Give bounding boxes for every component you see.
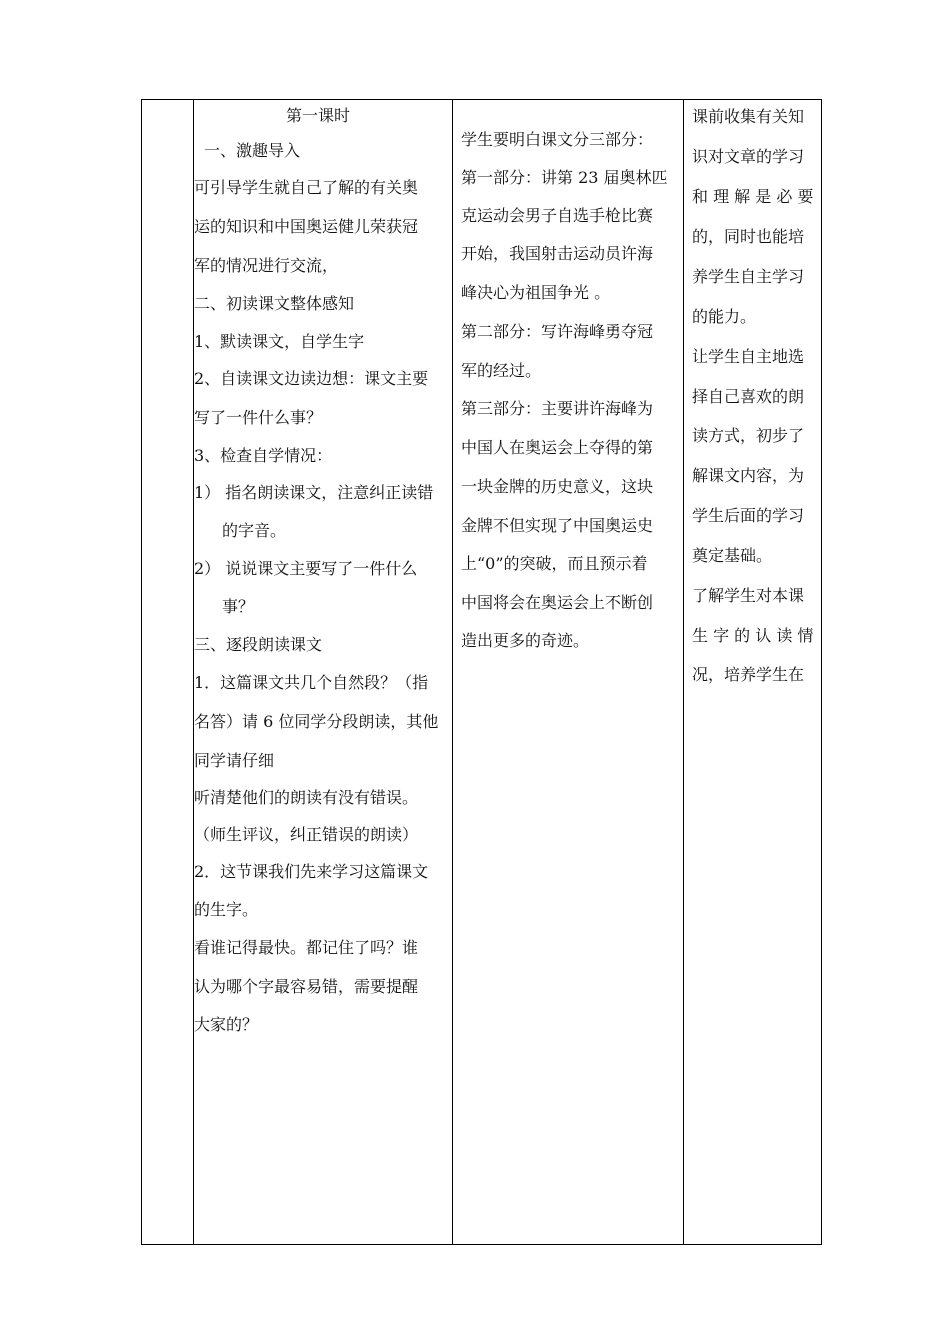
text-line: 让学生自主地选 [692, 347, 805, 366]
text-line: 2．这节课我们先来学习这篇课文 [194, 862, 429, 881]
text-line: 第三部分：主要讲许海峰为 [461, 399, 654, 418]
text-line: 况，培养学生在 [692, 665, 805, 684]
section-heading: 一、激趣导入 [204, 141, 301, 160]
text-line: 的字音。 [222, 521, 287, 540]
text-line: 课前收集有关知 [692, 107, 805, 126]
text-line: 和 理 解 是 必 要 [692, 187, 814, 206]
text-line: 同学请仔细 [194, 751, 275, 770]
design-intent-cell [692, 100, 820, 1240]
text-line: 上“0”的突破，而且预示着 [461, 554, 648, 573]
text-line: 大家的？ [194, 1015, 259, 1034]
text-line: 2） 说说课文主要写了一件什么 [194, 559, 418, 578]
column-divider-3 [683, 99, 684, 1245]
text-line: 的，同时也能培 [692, 227, 805, 246]
text-line: 解课文内容，为 [692, 466, 805, 485]
text-line: 峰决心为祖国争光 。 [461, 283, 611, 302]
text-line: 的能力。 [692, 307, 757, 326]
text-line: 金牌不但实现了中国奥运史 [461, 516, 654, 535]
teaching-process-cell [194, 100, 451, 1240]
text-line: 读方式，初步了 [692, 426, 805, 445]
text-line: 择自己喜欢的朗 [692, 387, 805, 406]
section-heading: 三、逐段朗读课文 [194, 635, 323, 654]
text-line: 2、自读课文边读边想：课文主要 [194, 369, 429, 388]
section-heading: 二、初读课文整体感知 [194, 294, 355, 313]
text-line: 1、默读课文，自学生字 [194, 332, 365, 351]
text-line: 养学生自主学习 [692, 267, 805, 286]
text-line: 一块金牌的历史意义，这块 [461, 477, 654, 496]
text-line: 开始，我国射击运动员许海 [461, 244, 654, 263]
lesson-heading: 第一课时 [286, 106, 351, 125]
table-bottom-border [141, 1244, 822, 1245]
text-line: 生 字 的 认 读 情 [692, 626, 814, 645]
text-line: 中国人在奥运会上夺得的第 [461, 438, 654, 457]
text-line: 军的经过。 [461, 361, 542, 380]
text-line: 第一部分：讲第 23 届奥林匹 [461, 168, 668, 187]
text-line: 造出更多的奇迹。 [461, 631, 590, 650]
text-line: 3、检查自学情况： [194, 446, 333, 465]
text-line: 学生后面的学习 [692, 506, 805, 525]
text-line: 名答）请 6 位同学分段朗读，其他 [194, 712, 439, 731]
text-line: 奠定基础。 [692, 546, 773, 565]
text-line: 运的知识和中国奥运健儿荣获冠 [194, 217, 419, 236]
text-line: （师生评议，纠正错误的朗读） [194, 825, 419, 844]
text-line: 的生字。 [194, 900, 259, 919]
text-line: 1） 指名朗读课文，注意纠正读错 [194, 483, 434, 502]
text-line: 事？ [222, 597, 255, 616]
text-line: 第二部分：写许海峰勇夺冠 [461, 322, 654, 341]
text-line: 学生要明白课文分三部分： [461, 130, 654, 149]
text-line: 了解学生对本课 [692, 586, 805, 605]
text-line: 中国将会在奥运会上不断创 [461, 593, 654, 612]
text-line: 可引导学生就自己了解的有关奥 [194, 178, 419, 197]
column-divider-2 [452, 99, 453, 1245]
text-line: 军的情况进行交流， [194, 256, 339, 275]
text-line: 看谁记得最快。都记住了吗？谁 [194, 938, 419, 957]
text-line: 1．这篇课文共几个自然段？（指 [194, 673, 429, 692]
text-line: 听清楚他们的朗读有没有错误。 [194, 788, 419, 807]
student-activity-cell [461, 100, 681, 1240]
text-line: 写了一件什么事？ [194, 408, 323, 427]
text-line: 识对文章的学习 [692, 147, 805, 166]
empty-first-cell [142, 100, 192, 1244]
table-right-border [821, 99, 822, 1245]
text-line: 认为哪个字最容易错，需要提醒 [194, 977, 419, 996]
text-line: 克运动会男子自选手枪比赛 [461, 206, 654, 225]
